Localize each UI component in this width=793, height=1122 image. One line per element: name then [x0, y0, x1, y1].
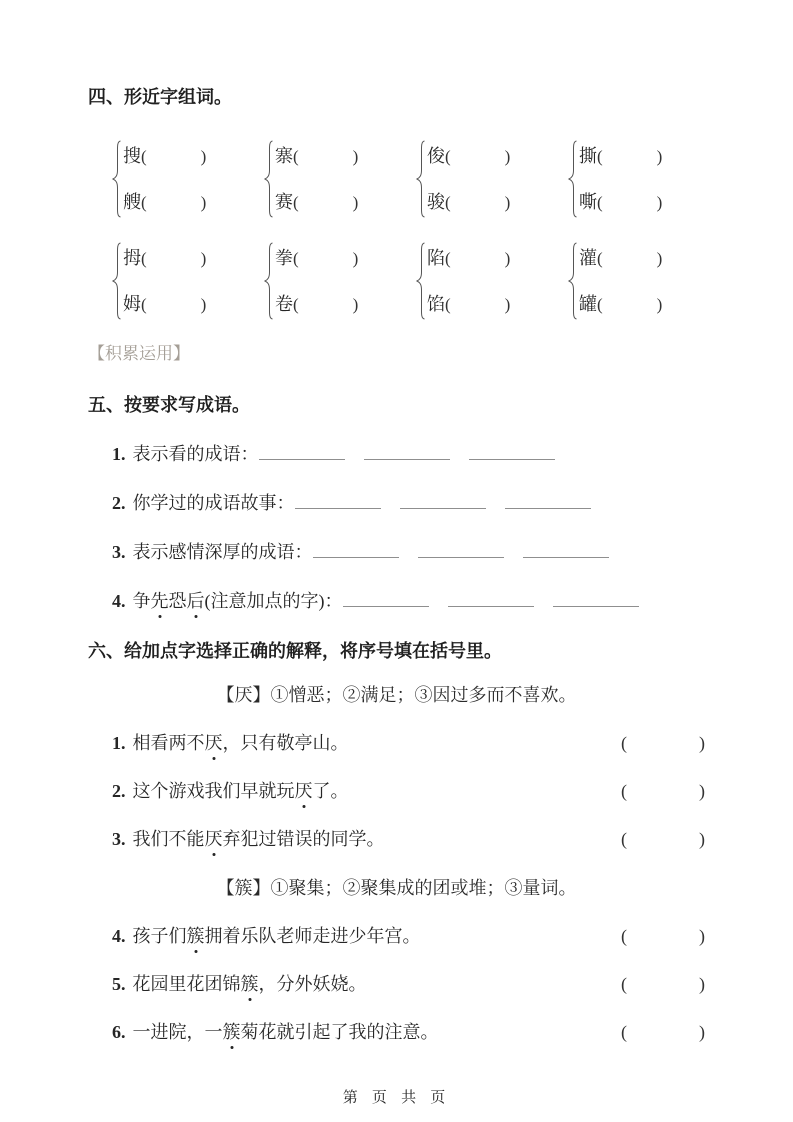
pair-entry — [427, 294, 510, 314]
close-paren: ) — [656, 249, 663, 268]
idiom-item-3 — [112, 541, 705, 563]
close-paren: ) — [656, 147, 663, 166]
pair-entry — [579, 146, 662, 166]
character: 陷 — [427, 248, 445, 268]
open-paren: ( — [141, 249, 147, 268]
idiom-item-2 — [112, 492, 705, 514]
item-number: 2. — [112, 493, 126, 513]
answer-blank[interactable] — [313, 543, 399, 558]
char-pair-si — [566, 140, 718, 218]
answer-blank[interactable] — [295, 494, 381, 509]
open-paren: ( — [293, 193, 299, 212]
left-brace-icon — [414, 140, 426, 218]
answer-blank[interactable] — [364, 445, 450, 460]
item-number: 2. — [112, 781, 126, 801]
pair-entry — [275, 192, 358, 212]
sentence-text: 弃犯过错误的同学。 — [222, 829, 385, 849]
left-brace-icon — [262, 140, 274, 218]
sentence — [112, 925, 421, 947]
close-paren: ) — [699, 926, 705, 946]
accumulate-usage-banner: 【积累运用】 — [88, 344, 190, 363]
pair-entry — [123, 248, 206, 268]
character: 赛 — [275, 192, 293, 212]
answer-blank[interactable] — [553, 592, 639, 607]
item-number: 1. — [112, 444, 126, 464]
dotted-character: 厌 — [294, 781, 313, 801]
answer-parens[interactable] — [621, 732, 705, 754]
item-text: 争 — [132, 591, 151, 611]
close-paren: ) — [699, 974, 705, 994]
open-paren: ( — [293, 249, 299, 268]
dotted-character: 簇 — [222, 1022, 241, 1042]
character: 骏 — [427, 192, 445, 212]
character: 灌 — [579, 248, 597, 268]
close-paren: ) — [504, 193, 511, 212]
close-paren: ) — [200, 193, 207, 212]
character: 拇 — [123, 248, 141, 268]
char-pair-quan — [262, 242, 414, 320]
open-paren: ( — [141, 193, 147, 212]
sentence-text: 一进院，一 — [132, 1022, 223, 1042]
char-pair-jun — [414, 140, 566, 218]
open-paren: ( — [621, 926, 627, 946]
close-paren: ) — [656, 193, 663, 212]
similar-characters-grid — [110, 140, 705, 320]
open-paren: ( — [445, 295, 451, 314]
open-paren: ( — [445, 193, 451, 212]
open-paren: ( — [597, 147, 603, 166]
sentence — [112, 732, 349, 754]
item-number: 5. — [112, 974, 126, 994]
sentence-text: 了。 — [312, 781, 349, 801]
answer-blank[interactable] — [469, 445, 555, 460]
pair-entry — [579, 192, 662, 212]
character: 卷 — [275, 294, 293, 314]
character: 艘 — [123, 192, 141, 212]
sentence — [112, 828, 385, 850]
item-number: 1. — [112, 733, 126, 753]
left-brace-icon — [262, 242, 274, 320]
dotted-character: 厌 — [204, 829, 223, 849]
close-paren: ) — [352, 147, 359, 166]
close-paren: ) — [352, 193, 359, 212]
close-paren: ) — [699, 1022, 705, 1042]
dotted-character: 先 — [150, 591, 169, 611]
close-paren: ) — [504, 147, 511, 166]
sentence-text: 这个游戏我们早就玩 — [132, 781, 295, 801]
sentence-text: 孩子们 — [132, 926, 187, 946]
answer-parens[interactable] — [621, 973, 705, 995]
pair-entry — [275, 294, 358, 314]
answer-blank[interactable] — [418, 543, 504, 558]
left-brace-icon — [566, 242, 578, 320]
idiom-item-4 — [112, 590, 705, 612]
pair-entries — [579, 248, 662, 314]
open-paren: ( — [141, 147, 147, 166]
open-paren: ( — [141, 295, 147, 314]
close-paren: ) — [200, 249, 207, 268]
open-paren: ( — [597, 295, 603, 314]
sentence — [112, 780, 349, 802]
pair-entries — [275, 248, 358, 314]
open-paren: ( — [597, 193, 603, 212]
question-item-4 — [112, 925, 705, 947]
answer-parens[interactable] — [621, 1021, 705, 1043]
character: 馅 — [427, 294, 445, 314]
sentence-text: 拥着乐队老师走进少年宫。 — [204, 926, 421, 946]
pair-entry — [579, 294, 662, 314]
open-paren: ( — [621, 781, 627, 801]
question-item-3 — [112, 828, 705, 850]
answer-blank[interactable] — [400, 494, 486, 509]
close-paren: ) — [656, 295, 663, 314]
pair-entry — [427, 146, 510, 166]
dotted-character: 后 — [186, 591, 205, 611]
open-paren: ( — [597, 249, 603, 268]
char-pair-sou — [110, 140, 262, 218]
pair-entry — [123, 294, 206, 314]
dotted-character: 簇 — [186, 926, 205, 946]
item-text: 恐 — [168, 591, 187, 611]
pair-entry — [275, 146, 358, 166]
sentence-text: 相看两不 — [132, 733, 205, 753]
question-item-2 — [112, 780, 705, 802]
close-paren: ) — [504, 249, 511, 268]
open-paren: ( — [445, 147, 451, 166]
question-item-6 — [112, 1021, 705, 1043]
character: 拳 — [275, 248, 293, 268]
open-paren: ( — [445, 249, 451, 268]
left-brace-icon — [414, 242, 426, 320]
pair-entry — [123, 146, 206, 166]
sentence-text: 我们不能 — [132, 829, 205, 849]
item-label: 表示感情深厚的成语： — [132, 542, 313, 562]
dotted-character: 厌 — [204, 733, 223, 753]
answer-parens[interactable] — [621, 780, 705, 802]
left-brace-icon — [566, 140, 578, 218]
sentence-text: 菊花就引起了我的注意。 — [240, 1022, 439, 1042]
answer-parens[interactable] — [621, 828, 705, 850]
char-pair-mu — [110, 242, 262, 320]
pair-entries — [427, 146, 510, 212]
close-paren: ) — [699, 733, 705, 753]
pair-entry — [275, 248, 358, 268]
left-brace-icon — [110, 242, 122, 320]
answer-blank[interactable] — [505, 494, 591, 509]
char-pair-xian — [414, 242, 566, 320]
item-label: 表示看的成语： — [132, 444, 259, 464]
close-paren: ) — [352, 249, 359, 268]
sentence — [112, 1021, 439, 1043]
item-number: 3. — [112, 542, 126, 562]
character: 搜 — [123, 146, 141, 166]
section5-title: 五、按要求写成语。 — [88, 395, 250, 415]
question-item-1 — [112, 732, 705, 754]
open-paren: ( — [621, 1022, 627, 1042]
section6-title: 六、给加点字选择正确的解释，将序号填在括号里。 — [88, 641, 502, 661]
definition-cu: 【簇】①聚集；②聚集成的团或堆；③量词。 — [216, 878, 577, 898]
item-label: (注意加点的字)： — [204, 591, 343, 611]
close-paren: ) — [699, 781, 705, 801]
pair-entries — [123, 146, 206, 212]
open-paren: ( — [621, 829, 627, 849]
open-paren: ( — [293, 147, 299, 166]
pair-entry — [427, 192, 510, 212]
sentence — [112, 973, 367, 995]
sentence-text: 花园里花团锦 — [132, 974, 241, 994]
character: 姆 — [123, 294, 141, 314]
dotted-character: 簇 — [240, 974, 259, 994]
answer-blank[interactable] — [448, 592, 534, 607]
character: 俊 — [427, 146, 445, 166]
question-item-5 — [112, 973, 705, 995]
close-paren: ) — [200, 147, 207, 166]
close-paren: ) — [504, 295, 511, 314]
sentence-text: ，只有敬亭山。 — [222, 733, 349, 753]
pair-entry — [427, 248, 510, 268]
close-paren: ) — [699, 829, 705, 849]
left-brace-icon — [110, 140, 122, 218]
pair-entries — [123, 248, 206, 314]
open-paren: ( — [621, 733, 627, 753]
close-paren: ) — [352, 295, 359, 314]
item-number: 3. — [112, 829, 126, 849]
page-footer: 第 页 共 页 — [342, 1089, 451, 1106]
definition-yan: 【厌】①憎恶；②满足；③因过多而不喜欢。 — [216, 685, 577, 705]
idiom-item-1 — [112, 443, 705, 465]
item-number: 4. — [112, 926, 126, 946]
character: 嘶 — [579, 192, 597, 212]
item-label: 你学过的成语故事： — [132, 493, 295, 513]
answer-parens[interactable] — [621, 925, 705, 947]
character: 罐 — [579, 294, 597, 314]
sentence-text: ，分外妖娆。 — [258, 974, 367, 994]
pair-entries — [427, 248, 510, 314]
open-paren: ( — [621, 974, 627, 994]
section4-title: 四、形近字组词。 — [88, 87, 232, 107]
char-pair-guan — [566, 242, 718, 320]
pair-entries — [579, 146, 662, 212]
pair-entry — [123, 192, 206, 212]
answer-blank[interactable] — [523, 543, 609, 558]
close-paren: ) — [200, 295, 207, 314]
item-number: 4. — [112, 591, 126, 611]
item-number: 6. — [112, 1022, 126, 1042]
character: 撕 — [579, 146, 597, 166]
pair-entries — [275, 146, 358, 212]
answer-blank[interactable] — [259, 445, 345, 460]
char-pair-zhai — [262, 140, 414, 218]
open-paren: ( — [293, 295, 299, 314]
pair-entry — [579, 248, 662, 268]
character: 寨 — [275, 146, 293, 166]
answer-blank[interactable] — [343, 592, 429, 607]
